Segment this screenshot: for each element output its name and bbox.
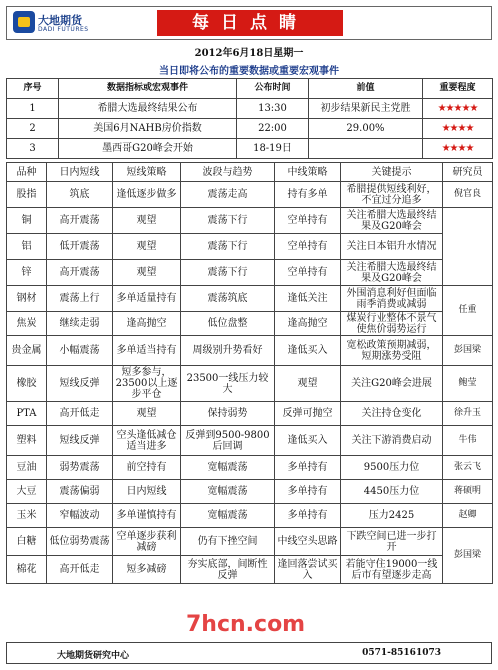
short-strategy-cell: 逢低逐步做多: [113, 182, 181, 208]
col-intraday: 日内短线: [47, 163, 113, 182]
variety-cell: 塑料: [7, 426, 47, 456]
events-col-event: 数据指标或宏观事件: [59, 79, 237, 99]
event-time: 22:00: [237, 119, 309, 139]
event-prev: 初步结果新民主党胜: [309, 99, 423, 119]
mid-strategy-cell: 空单持有: [275, 234, 341, 260]
variety-cell: 橡胶: [7, 366, 47, 402]
mid-strategy-cell: 持有多单: [275, 182, 341, 208]
event-time: 18-19日: [237, 139, 309, 159]
trend-cell: 夯实底部，间断性反弹: [181, 556, 275, 584]
intraday-cell: 高开低走: [47, 402, 113, 426]
mid-strategy-cell: 中线空头思路: [275, 528, 341, 556]
mid-strategy-cell: 空单持有: [275, 208, 341, 234]
mid-strategy-cell: 空单持有: [275, 260, 341, 286]
analyst-cell: 蒋硕明: [443, 480, 493, 504]
mid-strategy-cell: 多单持有: [275, 456, 341, 480]
strategy-row: [7, 208, 493, 234]
intraday-cell: 短线反弹: [47, 366, 113, 402]
short-strategy-cell: 多单谨慎持有: [113, 504, 181, 528]
trend-cell: 宽幅震荡: [181, 480, 275, 504]
strategy-row: [7, 234, 493, 260]
events-col-time: 公布时间: [237, 79, 309, 99]
logo-icon: [13, 11, 35, 33]
strategy-row: [7, 260, 493, 286]
short-strategy-cell: 短多减磅: [113, 556, 181, 584]
trend-cell: 仍有下挫空间: [181, 528, 275, 556]
event-name: 美国6月NAHB房价指数: [59, 119, 237, 139]
logo-english: DADI FUTURES: [38, 26, 89, 33]
variety-cell: 铜: [7, 208, 47, 234]
analyst-cell: [443, 208, 493, 286]
key-tip-cell: 若能守住19000一线后市有望逐步走高: [341, 556, 443, 584]
analyst-cell: 张云飞: [443, 456, 493, 480]
col-short-strategy: 短线策略: [113, 163, 181, 182]
variety-cell: 棉花: [7, 556, 47, 584]
key-tip-cell: 关注G20峰会进展: [341, 366, 443, 402]
importance-stars: ★★★★★: [423, 99, 493, 119]
short-strategy-cell: 空头逢低减仓适当进多: [113, 426, 181, 456]
intraday-cell: 高开震荡: [47, 260, 113, 286]
event-no: 3: [7, 139, 59, 159]
site-watermark: 7hcn.com: [186, 612, 306, 637]
intraday-cell: 震荡上行: [47, 286, 113, 312]
event-time: 13:30: [237, 99, 309, 119]
variety-cell: 焦炭: [7, 312, 47, 336]
variety-cell: 锌: [7, 260, 47, 286]
trend-cell: 震荡筑底: [181, 286, 275, 312]
key-tip-cell: 关注日本铝升水情况: [341, 234, 443, 260]
mid-strategy-cell: 逢低买入: [275, 426, 341, 456]
variety-cell: 钢材: [7, 286, 47, 312]
mid-strategy-cell: 逢低关注: [275, 286, 341, 312]
mid-strategy-cell: 逢回落尝试买入: [275, 556, 341, 584]
strategy-table-body: [7, 182, 493, 584]
trend-cell: 震荡下行: [181, 260, 275, 286]
intraday-cell: 高开震荡: [47, 208, 113, 234]
key-tip-cell: 下跌空间已进一步打开: [341, 528, 443, 556]
col-trend: 波段与趋势: [181, 163, 275, 182]
variety-cell: 贵金属: [7, 336, 47, 366]
col-variety: 品种: [7, 163, 47, 182]
trend-cell: 震荡下行: [181, 234, 275, 260]
strategy-row: [7, 336, 493, 366]
key-tip-cell: 4450压力位: [341, 480, 443, 504]
strategy-row: [7, 480, 493, 504]
intraday-cell: 震荡偏弱: [47, 480, 113, 504]
events-table: [6, 78, 493, 159]
strategy-header-row: [7, 163, 493, 182]
event-name: 墨西哥G20峰会开始: [59, 139, 237, 159]
col-mid-strategy: 中线策略: [275, 163, 341, 182]
logo-name: 大地期货: [38, 14, 82, 27]
events-col-prev: 前值: [309, 79, 423, 99]
short-strategy-cell: 多单适当持有: [113, 336, 181, 366]
events-header-row: [7, 79, 493, 99]
report-header: [6, 6, 492, 40]
analyst-cell: 鲍莹: [443, 366, 493, 402]
analyst-cell: 彭国梁: [443, 528, 493, 584]
trend-cell: 震荡下行: [181, 208, 275, 234]
strategy-row: [7, 528, 493, 556]
strategy-row: [7, 182, 493, 208]
short-strategy-cell: 前空持有: [113, 456, 181, 480]
mid-strategy-cell: 观望: [275, 366, 341, 402]
variety-cell: 玉米: [7, 504, 47, 528]
mid-strategy-cell: 逢低买入: [275, 336, 341, 366]
trend-cell: 保持弱势: [181, 402, 275, 426]
key-tip-cell: 希腊提供短线利好，不宜过分追多: [341, 182, 443, 208]
strategy-row: [7, 426, 493, 456]
variety-cell: PTA: [7, 402, 47, 426]
footer-phone: 0571-85161073: [362, 648, 441, 658]
short-strategy-cell: 多单适量持有: [113, 286, 181, 312]
strategy-row: [7, 456, 493, 480]
analyst-cell: 徐升玉: [443, 402, 493, 426]
key-tip-cell: 关注希腊大选最终结果及G20峰会: [341, 208, 443, 234]
key-tip-cell: 关注下游消费启动: [341, 426, 443, 456]
mid-strategy-cell: 反弹可抛空: [275, 402, 341, 426]
footer-org: 大地期货研究中心: [57, 651, 130, 661]
trend-cell: 震荡走高: [181, 182, 275, 208]
intraday-cell: 弱势震荡: [47, 456, 113, 480]
trend-cell: 低位盘整: [181, 312, 275, 336]
mid-strategy-cell: 多单持有: [275, 480, 341, 504]
strategy-row: [7, 556, 493, 584]
event-name: 希腊大选最终结果公布: [59, 99, 237, 119]
event-no: 2: [7, 119, 59, 139]
strategy-row: [7, 366, 493, 402]
variety-cell: 大豆: [7, 480, 47, 504]
analyst-cell: 倪官良: [443, 182, 493, 208]
intraday-cell: 继续走弱: [47, 312, 113, 336]
col-key-tip: 关键提示: [341, 163, 443, 182]
variety-cell: 股指: [7, 182, 47, 208]
event-prev: [309, 139, 423, 159]
events-col-importance: 重要程度: [423, 79, 493, 99]
intraday-cell: 高开低走: [47, 556, 113, 584]
strategy-row: [7, 312, 493, 336]
trend-cell: 周级别升势看好: [181, 336, 275, 366]
events-col-no: 序号: [7, 79, 59, 99]
events-row: [7, 139, 493, 159]
events-subtitle: 当日即将公布的重要数据或重要宏观事件: [159, 66, 339, 77]
trend-cell: 宽幅震荡: [181, 504, 275, 528]
intraday-cell: 小幅震荡: [47, 336, 113, 366]
short-strategy-cell: 观望: [113, 208, 181, 234]
event-prev: 29.00%: [309, 119, 423, 139]
importance-stars: ★★★★: [423, 139, 493, 159]
intraday-cell: 短线反弹: [47, 426, 113, 456]
short-strategy-cell: 观望: [113, 260, 181, 286]
events-row: [7, 119, 493, 139]
variety-cell: 铝: [7, 234, 47, 260]
intraday-cell: 低开震荡: [47, 234, 113, 260]
short-strategy-cell: 观望: [113, 234, 181, 260]
key-tip-cell: 煤炭行业整体不景气使焦价弱势运行: [341, 312, 443, 336]
analyst-cell: 牛伟: [443, 426, 493, 456]
report-footer: [6, 642, 492, 664]
variety-cell: 豆油: [7, 456, 47, 480]
intraday-cell: 筑底: [47, 182, 113, 208]
event-no: 1: [7, 99, 59, 119]
analyst-cell: 任重: [443, 286, 493, 336]
strategy-row: [7, 504, 493, 528]
importance-stars: ★★★★: [423, 119, 493, 139]
short-strategy-cell: 短多参与，23500以上逐步平仓: [113, 366, 181, 402]
analyst-cell: 彭国梁: [443, 336, 493, 366]
key-tip-cell: 压力2425: [341, 504, 443, 528]
short-strategy-cell: 逢高抛空: [113, 312, 181, 336]
trend-cell: 宽幅震荡: [181, 456, 275, 480]
analyst-cell: 赵卿: [443, 504, 493, 528]
key-tip-cell: 关注希腊大选最终结果及G20峰会: [341, 260, 443, 286]
key-tip-cell: 外围消息利好但面临雨季消费或减弱: [341, 286, 443, 312]
key-tip-cell: 宽松政策预期减弱，短期涨势受阻: [341, 336, 443, 366]
intraday-cell: 低位弱势震荡: [47, 528, 113, 556]
report-title: 每日点睛: [157, 10, 343, 36]
strategy-row: [7, 286, 493, 312]
strategy-table: [6, 162, 493, 584]
strategy-row: [7, 402, 493, 426]
trend-cell: 反弹到9500-9800后回调: [181, 426, 275, 456]
trend-cell: 23500一线压力较大: [181, 366, 275, 402]
company-logo: [13, 11, 105, 37]
page: [6, 6, 492, 664]
short-strategy-cell: 观望: [113, 402, 181, 426]
variety-cell: 白糖: [7, 528, 47, 556]
events-row: [7, 99, 493, 119]
key-tip-cell: 9500压力位: [341, 456, 443, 480]
short-strategy-cell: 空单逐步获利减磅: [113, 528, 181, 556]
short-strategy-cell: 日内短线: [113, 480, 181, 504]
key-tip-cell: 关注持仓变化: [341, 402, 443, 426]
report-date: 2012年6月18日星期一: [194, 48, 304, 59]
col-analyst: 研究员: [443, 163, 493, 182]
mid-strategy-cell: 多单持有: [275, 504, 341, 528]
intraday-cell: 窄幅波动: [47, 504, 113, 528]
mid-strategy-cell: 逢高抛空: [275, 312, 341, 336]
